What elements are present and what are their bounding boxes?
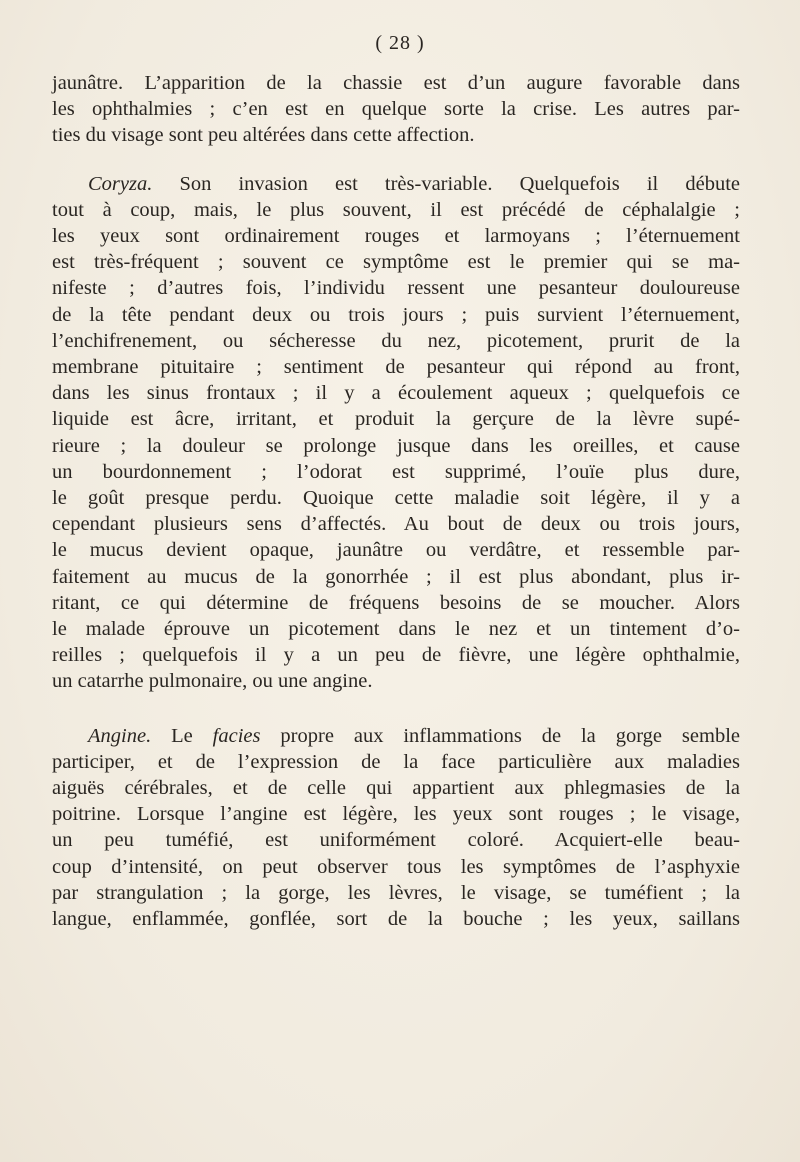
paragraph-1 — [52, 70, 740, 149]
text-line: le goût presque perdu. Quoique cette maladie soit légère, il y a — [52, 487, 740, 510]
text-line: aiguës cérébrales, et de celle qui appartient aux phlegmasies de la — [52, 777, 740, 800]
text-line: le malade éprouve un picotement dans le nez et un tintement d’o- — [52, 618, 740, 641]
text-line: tout à coup, mais, le plus souvent, il est précédé de céphalalgie ; — [52, 198, 740, 221]
text-line: de la tête pendant deux ou trois jours ; puis survient l’éternuement, — [52, 303, 740, 326]
text-line: l’enchifrenement, ou sécheresse du nez, picotement, prurit de la — [52, 329, 740, 352]
text-line: reilles ; quelquefois il y a un peu de fièvre, une légère ophthalmie, — [52, 644, 740, 667]
text-line: un bourdonnement ; l’odorat est supprimé, l’ouïe plus dure, — [52, 460, 740, 483]
text-line: les yeux sont ordinairement rouges et larmoyans ; l’éternuement — [52, 225, 740, 248]
text-line: langue, enflammée, gonflée, sort de la bouche ; les yeux, saillans — [52, 908, 740, 931]
text-line: participer, et de l’expression de la face particulière aux maladies — [52, 750, 740, 773]
text-line: est très-fréquent ; souvent ce symptôme est le premier qui se ma- — [52, 251, 740, 274]
section-heading-angine: Angine. — [88, 724, 152, 747]
text-line: jaunâtre. L’apparition de la chassie est d’un augure favorable dans — [52, 72, 740, 94]
text-line: un peu tuméfié, est uniformément coloré. Acquiert-elle beau- — [52, 829, 740, 852]
text-line: coup d’intensité, on peut observer tous les symptômes de l’asphyxie — [52, 855, 740, 878]
text-line: membrane pituitaire ; sentiment de pesanteur qui répond au front, — [52, 356, 740, 379]
paragraph-coryza — [52, 171, 740, 695]
text-line: les ophthalmies ; c’en est en quelque sorte la crise. Les autres par- — [52, 98, 740, 121]
text-line: ties du visage sont peu altérées dans cette affection. — [52, 124, 475, 147]
section-heading-coryza: Coryza. — [88, 172, 153, 195]
text-line: par strangulation ; la gorge, les lèvres, le visage, se tuméfient ; la — [52, 881, 740, 904]
text-line: poitrine. Lorsque l’angine est légère, les yeux sont rouges ; le visage, — [52, 803, 740, 826]
text-line: faitement au mucus de la gonorrhée ; il est plus abondant, plus ir- — [52, 565, 740, 588]
text-line: liquide est âcre, irritant, et produit la gerçure de la lèvre supé- — [52, 408, 740, 431]
page-number: ( 28 ) — [375, 32, 425, 54]
text-line: ritant, ce qui détermine de fréquens besoins de se moucher. Alors — [52, 591, 740, 614]
text-line: Coryza. Son invasion est très-variable. Quelquefois il débute — [88, 172, 740, 195]
body-text — [52, 70, 740, 932]
text-line: dans les sinus frontaux ; il y a écoulement aqueux ; quelquefois ce — [52, 382, 740, 405]
text-line: le mucus devient opaque, jaunâtre ou verdâtre, et ressemble par- — [52, 539, 740, 562]
text-line: rieure ; la douleur se prolonge jusque dans les oreilles, et cause — [52, 434, 740, 457]
italic-term: facies — [212, 724, 261, 747]
text-line: un catarrhe pulmonaire, ou une angine. — [52, 670, 373, 693]
text-line: Angine. Le facies propre aux inflammations de la gorge semble — [88, 724, 740, 747]
paragraph-angine — [52, 723, 740, 933]
text-line: nifeste ; d’autres fois, l’individu ressent une pesanteur douloureuse — [52, 277, 740, 300]
text-line: cependant plusieurs sens d’affectés. Au bout de deux ou trois jours, — [52, 513, 740, 536]
